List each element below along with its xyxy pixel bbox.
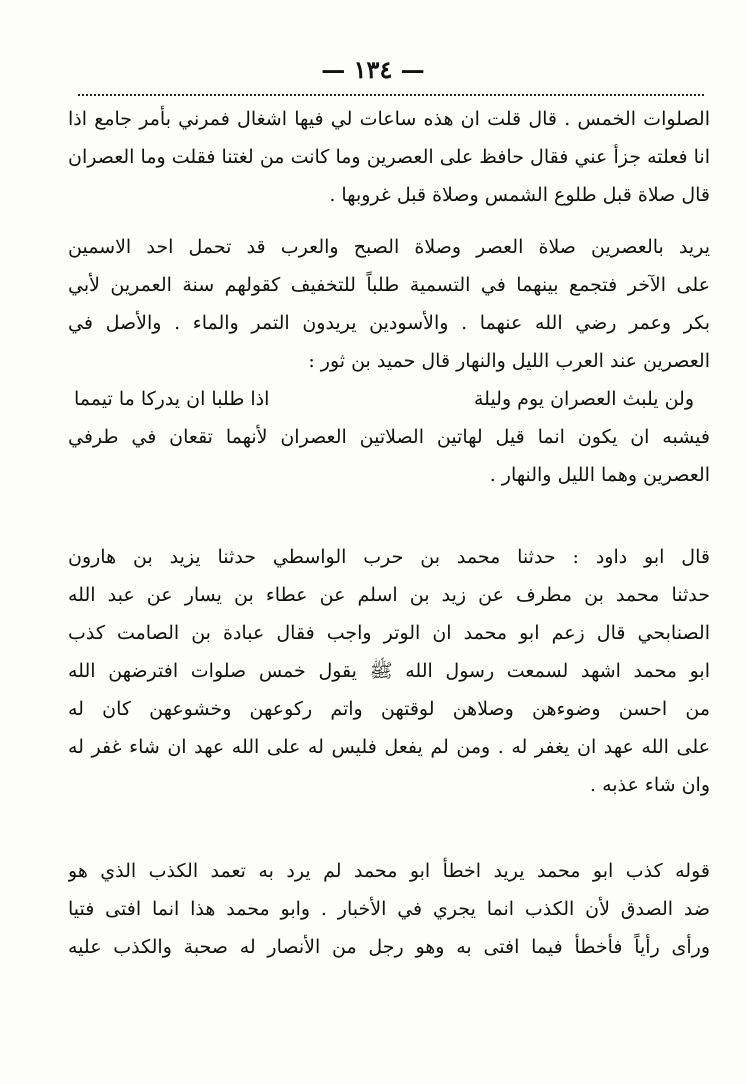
text-line: بكر وعمر رضي الله عنهما . والأسودين يريدون التمر والماء . والأصل في: [68, 312, 710, 334]
text-line: العصرين عند العرب الليل والنهار قال حميد بن ثور :: [308, 350, 710, 372]
text-line: على الله عهد ان يغفر له . ومن لم يفعل فليس له على الله عهد ان شاء غفر له: [68, 736, 710, 758]
text-line: العصرين وهما الليل والنهار .: [489, 464, 710, 486]
text-line: ورأى رأياً فأخطأ فيما افتى به وهو رجل من الأنصار له صحبة والكذب عليه: [68, 936, 710, 958]
text-line: يريد بالعصرين صلاة العصر وصلاة الصبح والعرب قد تحمل احد الاسمين: [68, 236, 710, 258]
text-line: على الآخر فتجمع بينهما في التسمية طلباً للتخفيف كقولهم سنة العمرين لأبي: [68, 274, 710, 296]
text-line: فيشبه ان يكون انما قيل لهاتين الصلاتين العصران لأنهما تقعان في طرفي: [68, 426, 710, 448]
verse-second-hemistich: اذا طلبا ان يدركا ما تيمما: [74, 388, 270, 410]
paragraph-2: [68, 228, 710, 494]
text-line: من احسن وضوءهن وصلاهن لوقتهن واتم ركوعهن وخشوعهن كان له: [68, 698, 710, 720]
text-line: انا فعلته جزأ عني فقال حافظ على العصرين وما كانت من لغتنا فقلت وما العصران: [68, 146, 710, 168]
page-number: — ١٣٤ —: [321, 55, 425, 84]
text-line: ضد الصدق لأن الكذب انما يجري في الأخبار . وابو محمد هذا انما افتى فتيا: [68, 898, 710, 920]
paragraph-1: [68, 100, 710, 214]
verse-first-hemistich: ولن يلبث العصران يوم وليلة: [473, 388, 694, 410]
text-line: قال ابو داود : حدثنا محمد بن حرب الواسطي حدثنا يزيد بن هارون: [68, 546, 710, 568]
text-line: الصلوات الخمس . قال قلت ان هذه ساعات لي فيها اشغال فمرني بأمر جامع اذا: [68, 108, 710, 130]
paragraph-4: [68, 852, 710, 966]
header-rule: [78, 94, 704, 96]
text-line: قال صلاة قبل طلوع الشمس وصلاة قبل غروبها .: [329, 184, 710, 206]
text-line: الصنابحي قال زعم ابو محمد ان الوتر واجب فقال عبادة بن الصامت كذب: [68, 622, 710, 644]
text-line: قوله كذب ابو محمد يريد اخطأ ابو محمد لم يرد به تعمد الكذب الذي هو: [68, 860, 710, 882]
paragraph-3: [68, 538, 710, 804]
poetry-verse: [68, 380, 710, 418]
text-line: وان شاء عذبه .: [590, 774, 710, 796]
text-line: ابو محمد اشهد لسمعت رسول الله ﷺ يقول خمس صلوات افترضهن الله: [68, 660, 710, 682]
text-line: حدثنا محمد بن مطرف عن زيد بن اسلم عن عطاء بن يسار عن عبد الله: [68, 584, 710, 606]
